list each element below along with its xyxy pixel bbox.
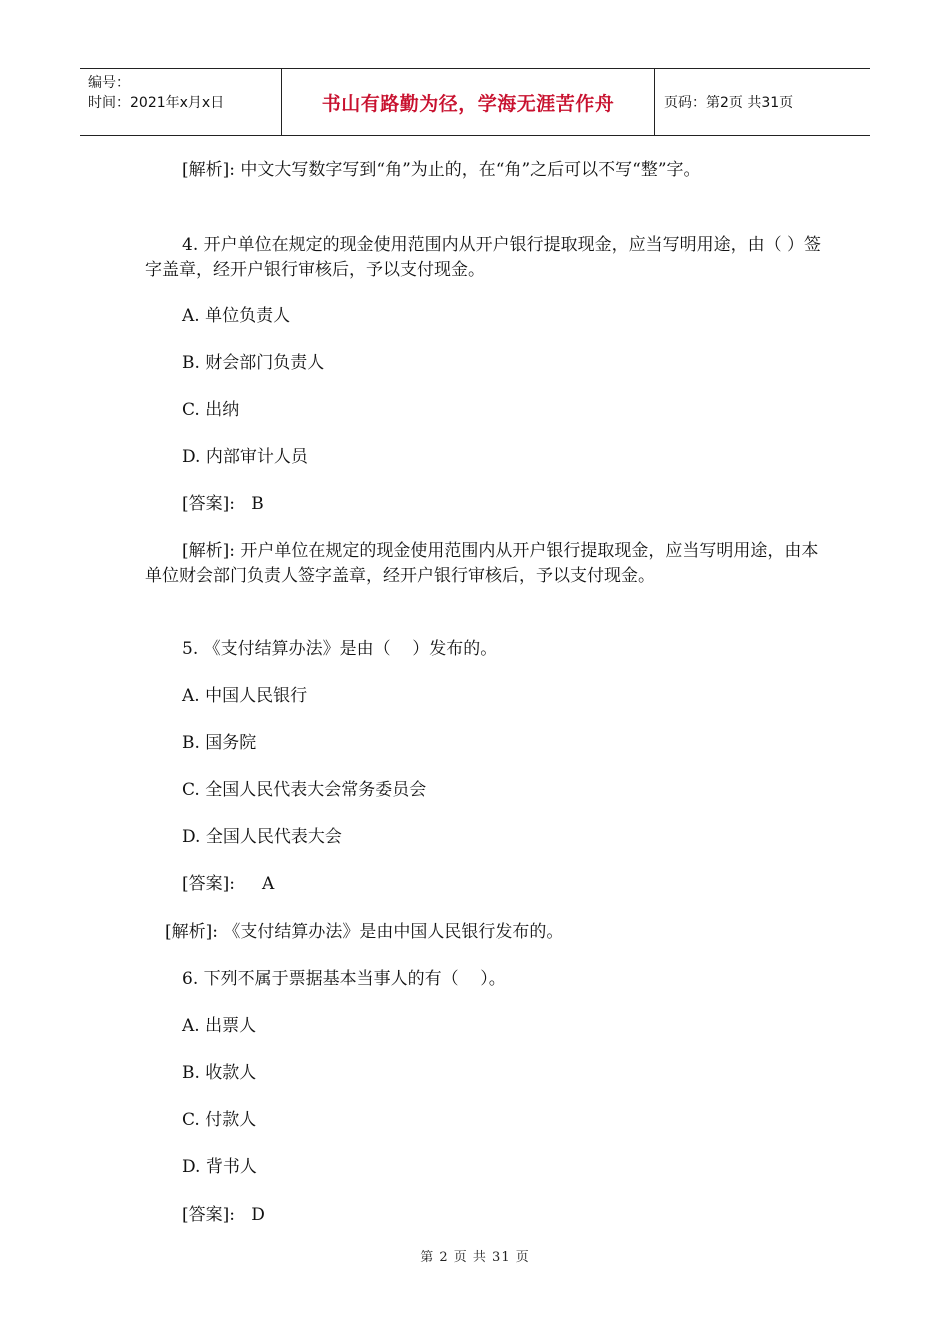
- q6-answer: [答案]: D: [182, 1205, 265, 1225]
- question-5: 5. 《支付结算办法》是由（ ）发布的。: [182, 639, 498, 659]
- q6-option-c: C. 付款人: [182, 1110, 257, 1130]
- q5-option-c: C. 全国人民代表大会常务委员会: [182, 780, 427, 800]
- q5-analysis: [解析]: 《支付结算办法》是由中国人民银行发布的。: [165, 922, 564, 942]
- analysis-3: [解析]: 中文大写数字写到“角”为止的，在“角”之后可以不写“整”字。: [182, 160, 701, 180]
- q6-option-d: D. 背书人: [182, 1157, 257, 1177]
- q5-option-b: B. 国务院: [182, 733, 257, 753]
- q5-option-d: D. 全国人民代表大会: [182, 827, 342, 847]
- q4-option-c: C. 出纳: [182, 400, 240, 420]
- q5-answer: [答案]: A: [182, 874, 275, 894]
- time-label: 时间：2021年x月x日: [88, 95, 225, 111]
- question-4: 4. 开户单位在规定的现金使用范围内从开户银行提取现金，应当写明用途，由（ ）签字盖章，经开户银行审核后，予以支付现金。: [145, 235, 822, 280]
- q5-option-a: A. 中国人民银行: [182, 686, 308, 706]
- header-page-info: 页码：第2页 共31页: [664, 95, 794, 111]
- q6-option-b: B. 收款人: [182, 1063, 257, 1083]
- page-footer: 第 2 页 共 31 页: [420, 1250, 530, 1265]
- q4-option-a: A. 单位负责人: [182, 306, 291, 326]
- page-header: [80, 68, 870, 136]
- header-motto: 书山有路勤为径，学海无涯苦作舟: [321, 93, 615, 115]
- header-meta: [88, 73, 224, 113]
- serial-label: 编号：: [88, 75, 130, 91]
- q4-answer: [答案]: B: [182, 494, 264, 514]
- q4-option-b: B. 财会部门负责人: [182, 353, 325, 373]
- header-divider-right: [654, 69, 655, 135]
- question-6: 6. 下列不属于票据基本当事人的有（ ）。: [182, 969, 506, 989]
- q6-option-a: A. 出票人: [182, 1016, 257, 1036]
- q4-option-d: D. 内部审计人员: [182, 447, 308, 467]
- q4-analysis: [解析]: 开户单位在规定的现金使用范围内从开户银行提取现金，应当写明用途，由本单位财会部门负责人签字盖章，经开户银行审核后，予以支付现金。: [145, 541, 819, 586]
